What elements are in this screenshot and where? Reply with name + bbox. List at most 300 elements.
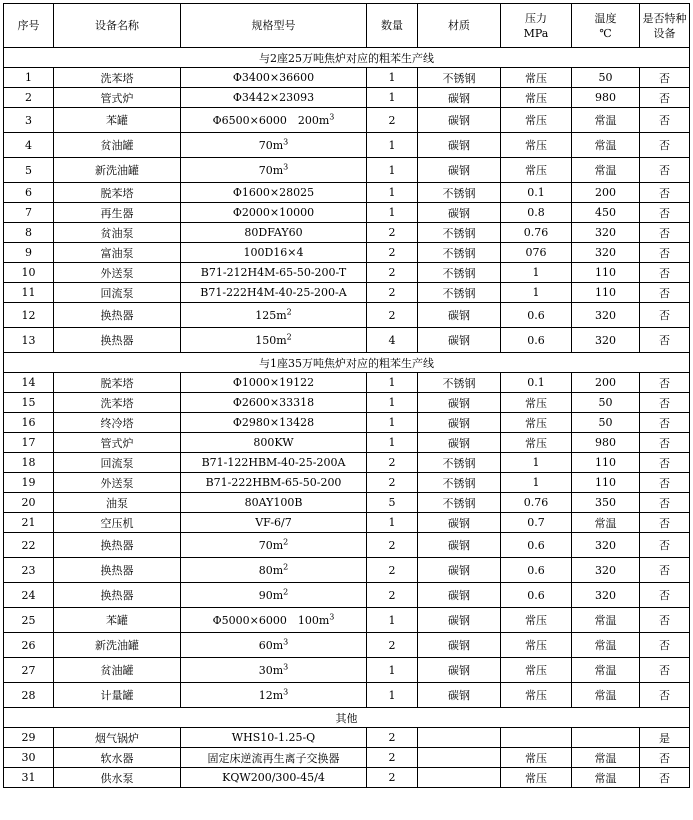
cell-pressure: 0.76 bbox=[501, 223, 572, 243]
cell-pressure: 1 bbox=[501, 263, 572, 283]
cell-no: 5 bbox=[4, 158, 54, 183]
cell-temperature: 450 bbox=[572, 203, 640, 223]
cell-spec bbox=[181, 158, 367, 183]
cell-qty: 2 bbox=[367, 473, 418, 493]
cell-temperature: 110 bbox=[572, 473, 640, 493]
header-pressure: 压力 MPa bbox=[501, 4, 572, 48]
cell-special: 否 bbox=[640, 413, 690, 433]
cell-special: 否 bbox=[640, 158, 690, 183]
cell-temperature: 980 bbox=[572, 88, 640, 108]
table-row bbox=[4, 473, 690, 493]
table-row bbox=[4, 453, 690, 473]
table-row bbox=[4, 748, 690, 768]
cell-spec: KQW200/300-45/4 bbox=[181, 768, 367, 788]
spec-unit-exponent: 3 bbox=[283, 136, 289, 146]
cell-special: 否 bbox=[640, 558, 690, 583]
cell-temperature: 常温 bbox=[572, 658, 640, 683]
header-material: 材质 bbox=[418, 4, 501, 48]
cell-qty: 1 bbox=[367, 683, 418, 708]
table-row bbox=[4, 433, 690, 453]
table-row bbox=[4, 303, 690, 328]
cell-no: 8 bbox=[4, 223, 54, 243]
cell-special: 否 bbox=[640, 68, 690, 88]
cell-no: 18 bbox=[4, 453, 54, 473]
table-row bbox=[4, 223, 690, 243]
cell-pressure: 0.1 bbox=[501, 183, 572, 203]
table-row bbox=[4, 728, 690, 748]
cell-pressure: 常压 bbox=[501, 413, 572, 433]
cell-temperature: 常温 bbox=[572, 513, 640, 533]
table-row bbox=[4, 493, 690, 513]
cell-name: 管式炉 bbox=[54, 88, 181, 108]
cell-spec: 100D16×4 bbox=[181, 243, 367, 263]
cell-name: 贫油泵 bbox=[54, 223, 181, 243]
cell-material: 碳钢 bbox=[418, 433, 501, 453]
cell-spec: Φ1000×19122 bbox=[181, 373, 367, 393]
cell-spec: Φ2600×33318 bbox=[181, 393, 367, 413]
cell-material: 不锈钢 bbox=[418, 263, 501, 283]
spec-unit-exponent: 3 bbox=[283, 686, 289, 696]
cell-temperature: 320 bbox=[572, 533, 640, 558]
cell-material: 不锈钢 bbox=[418, 68, 501, 88]
cell-no: 1 bbox=[4, 68, 54, 88]
spec-text: 90m bbox=[258, 588, 284, 602]
cell-spec bbox=[181, 328, 367, 353]
cell-temperature: 320 bbox=[572, 303, 640, 328]
cell-material: 不锈钢 bbox=[418, 493, 501, 513]
cell-spec: Φ2000×10000 bbox=[181, 203, 367, 223]
cell-qty: 1 bbox=[367, 608, 418, 633]
cell-no: 4 bbox=[4, 133, 54, 158]
table-row bbox=[4, 68, 690, 88]
cell-qty: 2 bbox=[367, 108, 418, 133]
cell-material: 不锈钢 bbox=[418, 183, 501, 203]
table-row bbox=[4, 328, 690, 353]
cell-material: 碳钢 bbox=[418, 658, 501, 683]
cell-special: 否 bbox=[640, 263, 690, 283]
table-row bbox=[4, 108, 690, 133]
cell-special: 否 bbox=[640, 493, 690, 513]
cell-spec: VF-6/7 bbox=[181, 513, 367, 533]
cell-pressure bbox=[501, 728, 572, 748]
cell-no: 10 bbox=[4, 263, 54, 283]
cell-qty: 2 bbox=[367, 303, 418, 328]
cell-qty: 2 bbox=[367, 243, 418, 263]
spec-text: 150m bbox=[255, 333, 287, 347]
cell-temperature: 50 bbox=[572, 68, 640, 88]
table-row bbox=[4, 533, 690, 558]
cell-qty: 1 bbox=[367, 658, 418, 683]
cell-name: 富油泵 bbox=[54, 243, 181, 263]
table-row bbox=[4, 133, 690, 158]
cell-spec bbox=[181, 683, 367, 708]
cell-no: 29 bbox=[4, 728, 54, 748]
spec-unit-exponent: 2 bbox=[283, 536, 289, 546]
cell-spec bbox=[181, 558, 367, 583]
cell-qty: 1 bbox=[367, 373, 418, 393]
spec-text: 70m bbox=[258, 138, 284, 152]
cell-material bbox=[418, 748, 501, 768]
cell-name: 回流泵 bbox=[54, 453, 181, 473]
cell-special: 否 bbox=[640, 748, 690, 768]
table-row bbox=[4, 513, 690, 533]
cell-name: 外送泵 bbox=[54, 473, 181, 493]
cell-temperature: 常温 bbox=[572, 633, 640, 658]
cell-temperature: 320 bbox=[572, 558, 640, 583]
spec-unit-exponent: 2 bbox=[283, 561, 289, 571]
spec-text: 30m bbox=[258, 663, 284, 677]
cell-special: 否 bbox=[640, 433, 690, 453]
cell-qty: 1 bbox=[367, 413, 418, 433]
cell-qty: 1 bbox=[367, 203, 418, 223]
cell-special: 否 bbox=[640, 513, 690, 533]
cell-pressure: 常压 bbox=[501, 658, 572, 683]
cell-no: 12 bbox=[4, 303, 54, 328]
cell-pressure: 0.8 bbox=[501, 203, 572, 223]
cell-pressure: 0.6 bbox=[501, 558, 572, 583]
table-row bbox=[4, 683, 690, 708]
cell-spec: B71-122HBM-40-25-200A bbox=[181, 453, 367, 473]
spec-unit-exponent: 2 bbox=[283, 586, 289, 596]
cell-material: 碳钢 bbox=[418, 108, 501, 133]
cell-spec: Φ1600×28025 bbox=[181, 183, 367, 203]
section-title: 与2座25万吨焦炉对应的粗苯生产线 bbox=[4, 48, 690, 68]
cell-spec bbox=[181, 533, 367, 558]
table-row bbox=[4, 263, 690, 283]
cell-qty: 2 bbox=[367, 728, 418, 748]
cell-material: 不锈钢 bbox=[418, 373, 501, 393]
cell-name: 脱苯塔 bbox=[54, 183, 181, 203]
cell-name: 供水泵 bbox=[54, 768, 181, 788]
cell-no: 15 bbox=[4, 393, 54, 413]
cell-material: 碳钢 bbox=[418, 533, 501, 558]
cell-spec bbox=[181, 133, 367, 158]
cell-pressure: 常压 bbox=[501, 748, 572, 768]
cell-no: 23 bbox=[4, 558, 54, 583]
cell-no: 20 bbox=[4, 493, 54, 513]
cell-special: 否 bbox=[640, 533, 690, 558]
cell-temperature: 常温 bbox=[572, 768, 640, 788]
cell-spec: Φ2980×13428 bbox=[181, 413, 367, 433]
cell-material bbox=[418, 728, 501, 748]
table-row bbox=[4, 413, 690, 433]
cell-material: 不锈钢 bbox=[418, 473, 501, 493]
spec-text: 70m bbox=[258, 163, 284, 177]
cell-qty: 1 bbox=[367, 433, 418, 453]
cell-no: 27 bbox=[4, 658, 54, 683]
cell-name: 计量罐 bbox=[54, 683, 181, 708]
cell-pressure: 1 bbox=[501, 453, 572, 473]
cell-pressure: 常压 bbox=[501, 393, 572, 413]
spec-unit-exponent: 3 bbox=[283, 636, 289, 646]
cell-name: 洗苯塔 bbox=[54, 393, 181, 413]
cell-spec: 固定床逆流再生离子交换器 bbox=[181, 748, 367, 768]
cell-special: 否 bbox=[640, 183, 690, 203]
cell-pressure: 常压 bbox=[501, 433, 572, 453]
cell-temperature: 常温 bbox=[572, 158, 640, 183]
cell-temperature: 110 bbox=[572, 283, 640, 303]
cell-special: 否 bbox=[640, 473, 690, 493]
cell-special: 否 bbox=[640, 768, 690, 788]
cell-qty: 2 bbox=[367, 223, 418, 243]
cell-special: 是 bbox=[640, 728, 690, 748]
cell-name: 空压机 bbox=[54, 513, 181, 533]
cell-qty: 2 bbox=[367, 558, 418, 583]
cell-pressure: 常压 bbox=[501, 68, 572, 88]
header-no: 序号 bbox=[4, 4, 54, 48]
cell-no: 24 bbox=[4, 583, 54, 608]
equipment-table bbox=[3, 3, 690, 788]
cell-no: 17 bbox=[4, 433, 54, 453]
table-row bbox=[4, 243, 690, 263]
cell-material: 碳钢 bbox=[418, 583, 501, 608]
cell-material: 碳钢 bbox=[418, 683, 501, 708]
header-spec: 规格型号 bbox=[181, 4, 367, 48]
cell-temperature: 110 bbox=[572, 263, 640, 283]
table-row bbox=[4, 583, 690, 608]
cell-no: 28 bbox=[4, 683, 54, 708]
table-row bbox=[4, 373, 690, 393]
spec-text: Φ6500×6000 200m bbox=[212, 114, 330, 127]
section-title: 与1座35万吨焦炉对应的粗苯生产线 bbox=[4, 353, 690, 373]
spec-text: Φ5000×6000 100m bbox=[212, 614, 330, 627]
cell-qty: 1 bbox=[367, 183, 418, 203]
cell-spec: B71-222H4M-40-25-200-A bbox=[181, 283, 367, 303]
cell-qty: 4 bbox=[367, 328, 418, 353]
cell-spec bbox=[181, 633, 367, 658]
cell-no: 14 bbox=[4, 373, 54, 393]
cell-pressure: 0.7 bbox=[501, 513, 572, 533]
cell-temperature: 常温 bbox=[572, 133, 640, 158]
spec-unit-exponent: 3 bbox=[283, 661, 289, 671]
spec-unit-exponent: 2 bbox=[286, 331, 292, 341]
cell-no: 9 bbox=[4, 243, 54, 263]
cell-name: 新洗油罐 bbox=[54, 158, 181, 183]
cell-qty: 2 bbox=[367, 633, 418, 658]
cell-material: 不锈钢 bbox=[418, 453, 501, 473]
header-name: 设备名称 bbox=[54, 4, 181, 48]
section-row bbox=[4, 708, 690, 728]
cell-special: 否 bbox=[640, 283, 690, 303]
cell-name: 换热器 bbox=[54, 583, 181, 608]
cell-name: 苯罐 bbox=[54, 608, 181, 633]
cell-qty: 1 bbox=[367, 68, 418, 88]
cell-pressure: 0.6 bbox=[501, 328, 572, 353]
cell-special: 否 bbox=[640, 223, 690, 243]
cell-temperature: 980 bbox=[572, 433, 640, 453]
cell-material: 碳钢 bbox=[418, 393, 501, 413]
spec-text: 12m bbox=[258, 688, 284, 702]
spec-text: 70m bbox=[258, 538, 284, 552]
cell-name: 换热器 bbox=[54, 558, 181, 583]
cell-spec bbox=[181, 608, 367, 633]
header-qty: 数量 bbox=[367, 4, 418, 48]
table-row bbox=[4, 393, 690, 413]
cell-material: 碳钢 bbox=[418, 303, 501, 328]
cell-name: 软水器 bbox=[54, 748, 181, 768]
cell-special: 否 bbox=[640, 88, 690, 108]
cell-qty: 5 bbox=[367, 493, 418, 513]
cell-material: 碳钢 bbox=[418, 558, 501, 583]
cell-name: 烟气锅炉 bbox=[54, 728, 181, 748]
cell-pressure: 0.76 bbox=[501, 493, 572, 513]
cell-temperature: 320 bbox=[572, 583, 640, 608]
cell-spec bbox=[181, 583, 367, 608]
cell-material bbox=[418, 768, 501, 788]
cell-temperature: 50 bbox=[572, 393, 640, 413]
cell-no: 3 bbox=[4, 108, 54, 133]
cell-pressure: 常压 bbox=[501, 768, 572, 788]
cell-special: 否 bbox=[640, 453, 690, 473]
table-row bbox=[4, 158, 690, 183]
cell-material: 碳钢 bbox=[418, 88, 501, 108]
section-row bbox=[4, 48, 690, 68]
cell-spec bbox=[181, 303, 367, 328]
table-row bbox=[4, 768, 690, 788]
cell-pressure: 常压 bbox=[501, 88, 572, 108]
cell-qty: 1 bbox=[367, 88, 418, 108]
spec-text: 60m bbox=[258, 638, 284, 652]
cell-no: 25 bbox=[4, 608, 54, 633]
table-row bbox=[4, 88, 690, 108]
cell-material: 碳钢 bbox=[418, 413, 501, 433]
cell-name: 再生器 bbox=[54, 203, 181, 223]
cell-special: 否 bbox=[640, 203, 690, 223]
cell-name: 换热器 bbox=[54, 533, 181, 558]
cell-spec: Φ3400×36600 bbox=[181, 68, 367, 88]
cell-special: 否 bbox=[640, 373, 690, 393]
cell-pressure: 0.6 bbox=[501, 533, 572, 558]
cell-special: 否 bbox=[640, 133, 690, 158]
cell-name: 油泵 bbox=[54, 493, 181, 513]
cell-name: 终冷塔 bbox=[54, 413, 181, 433]
cell-temperature: 320 bbox=[572, 328, 640, 353]
cell-qty: 2 bbox=[367, 583, 418, 608]
cell-qty: 1 bbox=[367, 513, 418, 533]
cell-pressure: 常压 bbox=[501, 108, 572, 133]
cell-material: 不锈钢 bbox=[418, 283, 501, 303]
table-row bbox=[4, 558, 690, 583]
header-special: 是否特种设备 bbox=[640, 4, 690, 48]
table-row bbox=[4, 183, 690, 203]
cell-no: 7 bbox=[4, 203, 54, 223]
header-row bbox=[4, 4, 690, 48]
cell-material: 碳钢 bbox=[418, 328, 501, 353]
cell-no: 19 bbox=[4, 473, 54, 493]
table-row bbox=[4, 608, 690, 633]
cell-special: 否 bbox=[640, 243, 690, 263]
cell-special: 否 bbox=[640, 633, 690, 658]
header-temperature: 温度 ℃ bbox=[572, 4, 640, 48]
cell-temperature bbox=[572, 728, 640, 748]
cell-no: 21 bbox=[4, 513, 54, 533]
cell-name: 脱苯塔 bbox=[54, 373, 181, 393]
cell-special: 否 bbox=[640, 393, 690, 413]
cell-temperature: 200 bbox=[572, 183, 640, 203]
cell-pressure: 常压 bbox=[501, 633, 572, 658]
section-title: 其他 bbox=[4, 708, 690, 728]
cell-spec: 80AY100B bbox=[181, 493, 367, 513]
cell-material: 碳钢 bbox=[418, 633, 501, 658]
cell-temperature: 350 bbox=[572, 493, 640, 513]
cell-spec: B71-212H4M-65-50-200-T bbox=[181, 263, 367, 283]
cell-material: 碳钢 bbox=[418, 133, 501, 158]
cell-no: 31 bbox=[4, 768, 54, 788]
cell-no: 26 bbox=[4, 633, 54, 658]
cell-no: 22 bbox=[4, 533, 54, 558]
cell-temperature: 200 bbox=[572, 373, 640, 393]
cell-material: 碳钢 bbox=[418, 158, 501, 183]
cell-qty: 2 bbox=[367, 533, 418, 558]
cell-special: 否 bbox=[640, 108, 690, 133]
cell-qty: 1 bbox=[367, 393, 418, 413]
cell-special: 否 bbox=[640, 683, 690, 708]
table-row bbox=[4, 283, 690, 303]
cell-pressure: 076 bbox=[501, 243, 572, 263]
cell-material: 碳钢 bbox=[418, 203, 501, 223]
table-row bbox=[4, 658, 690, 683]
cell-temperature: 110 bbox=[572, 453, 640, 473]
cell-qty: 1 bbox=[367, 158, 418, 183]
section-row bbox=[4, 353, 690, 373]
cell-spec: Φ3442×23093 bbox=[181, 88, 367, 108]
cell-pressure: 0.6 bbox=[501, 303, 572, 328]
spec-unit-exponent: 3 bbox=[329, 112, 335, 122]
cell-temperature: 320 bbox=[572, 243, 640, 263]
cell-temperature: 常温 bbox=[572, 683, 640, 708]
table-row bbox=[4, 203, 690, 223]
table-body bbox=[4, 48, 690, 788]
spec-text: 80m bbox=[258, 563, 284, 577]
cell-pressure: 0.6 bbox=[501, 583, 572, 608]
cell-special: 否 bbox=[640, 608, 690, 633]
cell-qty: 2 bbox=[367, 768, 418, 788]
cell-spec: 80DFAY60 bbox=[181, 223, 367, 243]
cell-spec bbox=[181, 658, 367, 683]
cell-pressure: 常压 bbox=[501, 683, 572, 708]
cell-name: 换热器 bbox=[54, 328, 181, 353]
cell-name: 贫油罐 bbox=[54, 658, 181, 683]
cell-name: 苯罐 bbox=[54, 108, 181, 133]
table-row bbox=[4, 633, 690, 658]
cell-name: 外送泵 bbox=[54, 263, 181, 283]
cell-no: 2 bbox=[4, 88, 54, 108]
cell-temperature: 320 bbox=[572, 223, 640, 243]
cell-pressure: 0.1 bbox=[501, 373, 572, 393]
cell-special: 否 bbox=[640, 328, 690, 353]
cell-name: 回流泵 bbox=[54, 283, 181, 303]
cell-qty: 1 bbox=[367, 133, 418, 158]
cell-temperature: 50 bbox=[572, 413, 640, 433]
cell-temperature: 常温 bbox=[572, 608, 640, 633]
cell-name: 换热器 bbox=[54, 303, 181, 328]
cell-material: 不锈钢 bbox=[418, 223, 501, 243]
cell-special: 否 bbox=[640, 658, 690, 683]
cell-no: 6 bbox=[4, 183, 54, 203]
cell-pressure: 常压 bbox=[501, 608, 572, 633]
cell-name: 贫油罐 bbox=[54, 133, 181, 158]
cell-pressure: 1 bbox=[501, 283, 572, 303]
cell-special: 否 bbox=[640, 583, 690, 608]
cell-temperature: 常温 bbox=[572, 748, 640, 768]
cell-no: 13 bbox=[4, 328, 54, 353]
spec-unit-exponent: 2 bbox=[286, 306, 292, 316]
cell-no: 11 bbox=[4, 283, 54, 303]
cell-spec: B71-222HBM-65-50-200 bbox=[181, 473, 367, 493]
cell-pressure: 常压 bbox=[501, 158, 572, 183]
cell-material: 不锈钢 bbox=[418, 243, 501, 263]
cell-qty: 2 bbox=[367, 263, 418, 283]
